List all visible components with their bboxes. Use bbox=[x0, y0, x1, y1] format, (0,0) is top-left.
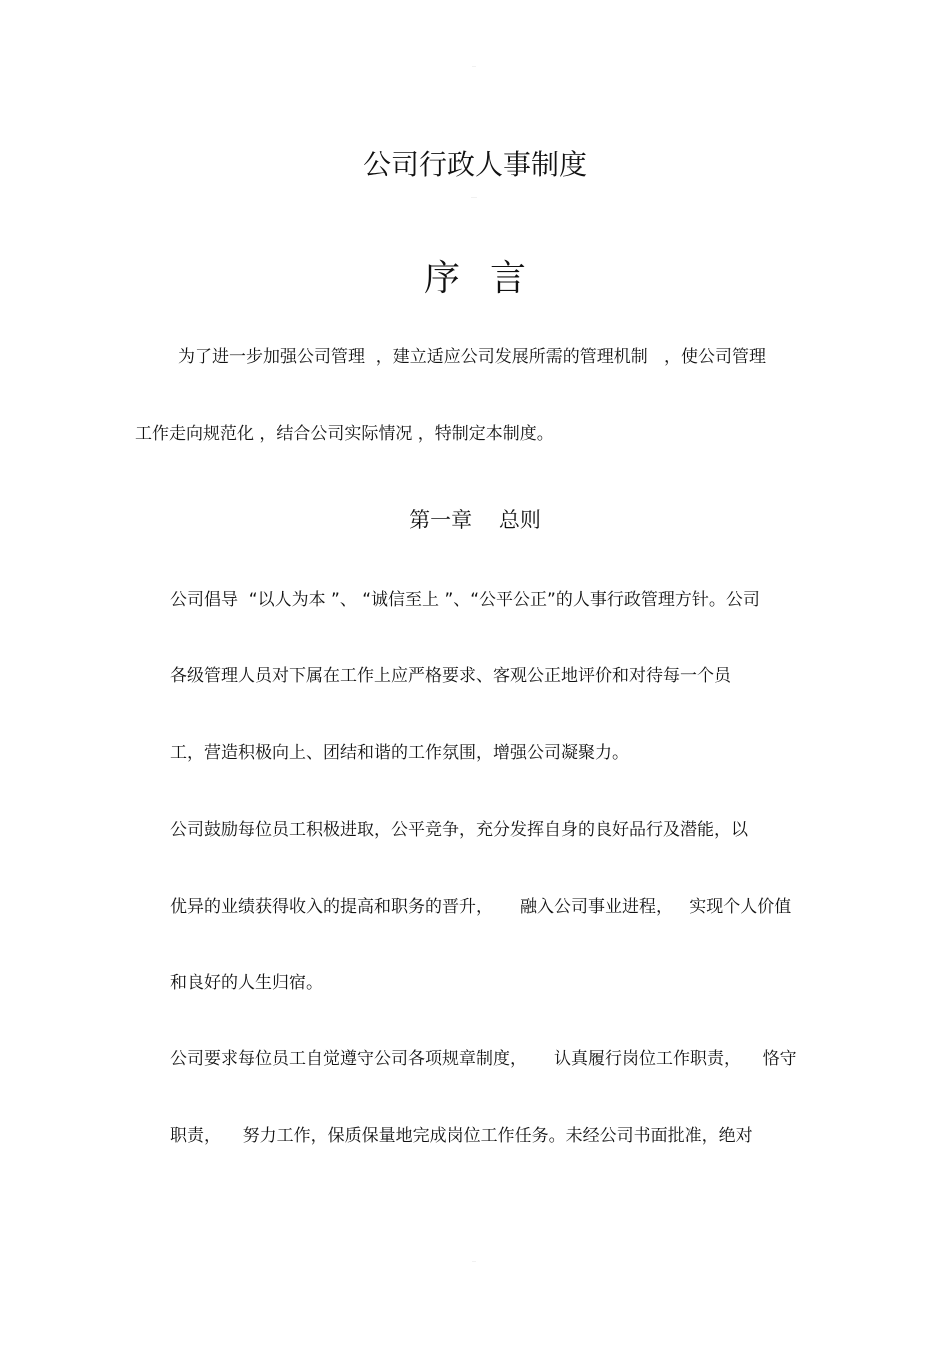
preface-heading bbox=[0, 256, 950, 302]
chapter-paragraph-line: 和良好的人生归宿。 bbox=[170, 973, 323, 993]
document-title: 公司行政人事制度 bbox=[362, 148, 587, 181]
chapter-paragraph-line: 各级管理人员对下属在工作上应严格要求、客观公正地评价和对待每一个员 bbox=[170, 666, 731, 686]
preface-heading-char: 言 bbox=[490, 258, 527, 299]
preface-line: 为了进一步加强公司管理 ，建立适应公司发展所需的管理机制 ，使公司管理 bbox=[178, 347, 767, 367]
chapter-paragraph-line: 职责， 努力工作，保质保量地完成岗位工作任务。未经公司书面批准，绝对 bbox=[170, 1126, 753, 1146]
title-underline-mark: … bbox=[471, 193, 479, 200]
preface-heading-char: 序 bbox=[423, 258, 460, 299]
header-mark: ‥ bbox=[471, 62, 478, 69]
chapter-paragraph-line: 公司倡导 “以人为本 ”、 “诚信至上 ”、“公平公正”的人事行政管理方针。公司 bbox=[170, 590, 760, 610]
chapter-heading: 第一章 总则 bbox=[409, 508, 541, 532]
footer-mark: ‥ bbox=[471, 1257, 478, 1264]
preface-line: 工作走向规范化 ，结合公司实际情况 ，特制定本制度。 bbox=[135, 424, 554, 444]
chapter-paragraph-line: 公司要求每位员工自觉遵守公司各项规章制度， 认真履行岗位工作职责， 恪守 bbox=[170, 1049, 797, 1069]
chapter-paragraph-line: 公司鼓励每位员工积极进取，公平竞争，充分发挥自身的良好品行及潜能，以 bbox=[170, 820, 748, 840]
chapter-paragraph-line: 优异的业绩获得收入的提高和职务的晋升， 融入公司事业进程， 实现个人价值 bbox=[170, 897, 792, 917]
chapter-paragraph-line: 工，营造积极向上、团结和谐的工作氛围，增强公司凝聚力。 bbox=[170, 743, 629, 763]
